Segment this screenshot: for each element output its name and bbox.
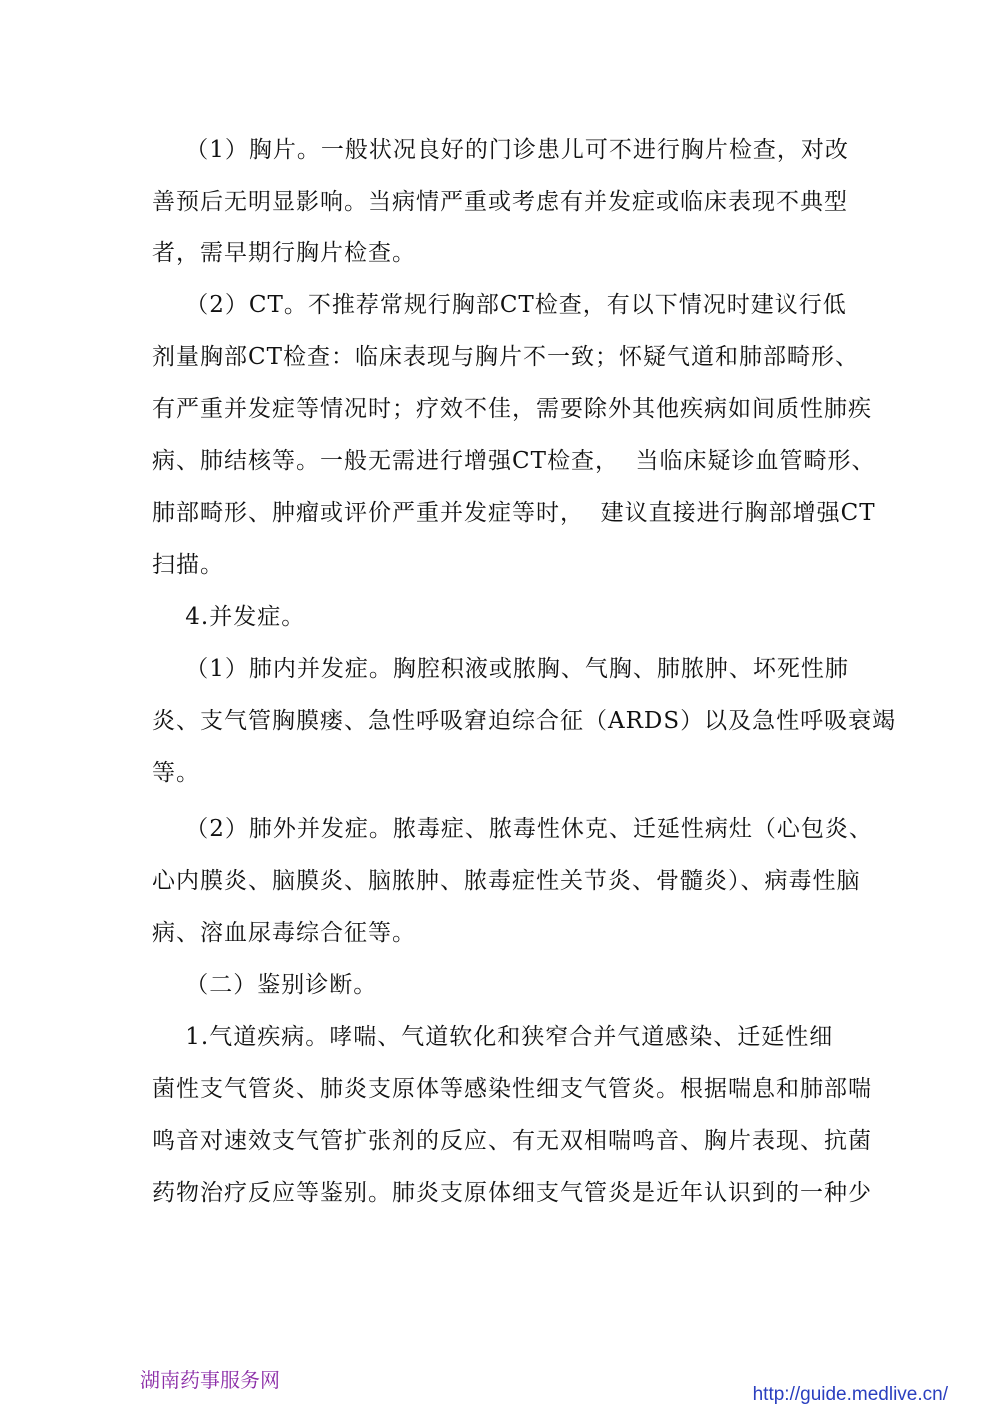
text-line: 病、肺结核等。一般无需进行增强CT检查， 当临床疑诊血管畸形、	[152, 448, 876, 474]
text-line: 等。	[152, 760, 200, 786]
text-line: 有严重并发症等情况时；疗效不佳，需要除外其他疾病如间质性肺疾	[152, 396, 872, 422]
text-line: 肺部畸形、肿瘤或评价严重并发症等时， 建议直接进行胸部增强CT	[152, 500, 876, 526]
text-line: 扫描。	[152, 552, 224, 578]
text-line: 药物治疗反应等鉴别。肺炎支原体细支气管炎是近年认识到的一种少	[152, 1180, 872, 1206]
text-line: 剂量胸部CT检查：临床表现与胸片不一致；怀疑气道和肺部畸形、	[152, 344, 859, 370]
text-line: 炎、支气管胸膜瘘、急性呼吸窘迫综合征（ARDS）以及急性呼吸衰竭	[152, 708, 897, 734]
text-line: （2）肺外并发症。脓毒症、脓毒性休克、迁延性病灶（心包炎、	[152, 816, 873, 842]
text-line: 鸣音对速效支气管扩张剂的反应、有无双相喘鸣音、胸片表现、抗菌	[152, 1128, 872, 1154]
text-line: 菌性支气管炎、肺炎支原体等感染性细支气管炎。根据喘息和肺部喘	[152, 1076, 872, 1102]
footer-site-name: 湖南药事服务网	[140, 1368, 280, 1392]
footer-url[interactable]: http://guide.medlive.cn/	[752, 1384, 948, 1405]
text-line: （二）鉴别诊断。	[152, 972, 378, 998]
text-line: 者，需早期行胸片检查。	[152, 240, 416, 266]
text-line: 善预后无明显影响。当病情严重或考虑有并发症或临床表现不典型	[152, 189, 848, 215]
text-line: （1）胸片。一般状况良好的门诊患儿可不进行胸片检查，对改	[152, 137, 849, 163]
text-line: 病、溶血尿毒综合征等。	[152, 920, 416, 946]
text-line: 心内膜炎、脑膜炎、脑脓肿、脓毒症性关节炎、骨髓炎）、病毒性脑	[152, 868, 861, 894]
text-line: （2）CT。不推荐常规行胸部CT检查，有以下情况时建议行低	[152, 292, 847, 318]
text-line: （1）肺内并发症。胸腔积液或脓胸、气胸、肺脓肿、坏死性肺	[152, 656, 849, 682]
text-line: 1.气道疾病。哮喘、气道软化和狭窄合并气道感染、迁延性细	[152, 1024, 834, 1050]
text-line: 4.并发症。	[152, 604, 306, 630]
